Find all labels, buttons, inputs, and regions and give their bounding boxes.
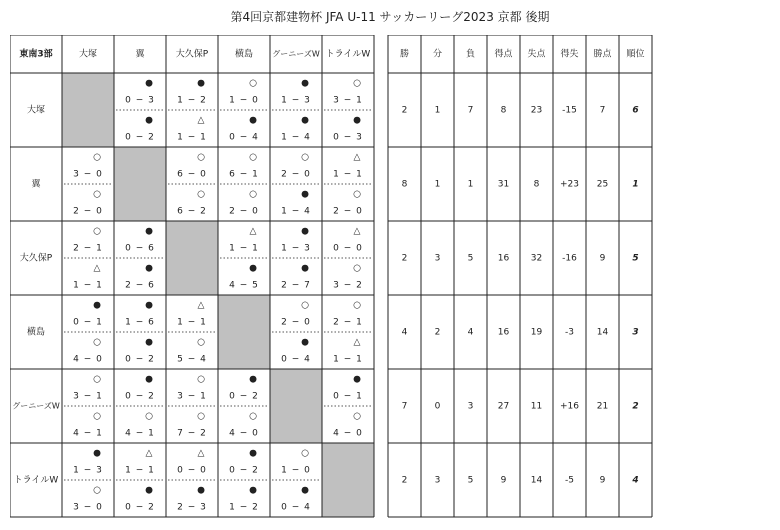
stat-column-header: 得点 [494,49,513,60]
self-match-cell [322,443,374,517]
result-score: 1 − 0 [229,95,259,106]
result-mark: ● [249,263,257,274]
stat-value: 9 [599,475,606,486]
result-score: 4 − 5 [229,280,259,291]
result-score: 6 − 0 [177,169,207,180]
result-score: 1 − 4 [281,132,311,143]
self-match-cell [166,221,218,295]
result-score: 1 − 1 [333,169,363,180]
row-team-label: トライルW [13,475,59,486]
stat-value: 3 [434,475,441,486]
stat-value: 2 [401,105,408,116]
result-score: 0 − 2 [229,465,259,476]
result-mark: △ [197,300,205,311]
result-score: 1 − 1 [177,132,207,143]
row-team-label: 翼 [31,179,41,190]
stat-column-header: 勝点 [593,49,612,60]
result-mark: ○ [249,189,257,200]
result-score: 2 − 0 [281,317,311,328]
result-score: 4 − 0 [333,428,363,439]
result-mark: ○ [197,337,205,348]
result-score: 0 − 2 [125,502,155,513]
result-mark: ○ [93,337,101,348]
result-score: 0 − 6 [125,243,155,254]
stat-value: 3 [467,401,474,412]
stat-value: 7 [401,401,408,412]
result-score: 4 − 1 [73,428,103,439]
result-mark: ● [145,263,153,274]
result-score: 6 − 1 [229,169,259,180]
corner-label: 東南3部 [19,49,53,60]
stat-column-header: 得失 [560,49,579,60]
stat-value: +16 [560,401,579,412]
result-score: 6 − 2 [177,206,207,217]
stat-value: 2 [401,475,408,486]
stat-value: 23 [530,105,543,116]
stat-value: 4 [401,327,408,338]
result-mark: ○ [353,263,361,274]
result-score: 1 − 3 [281,95,311,106]
result-mark: ● [301,485,309,496]
result-score: 0 − 4 [281,354,311,365]
result-mark: ○ [353,300,361,311]
result-mark: ○ [353,189,361,200]
result-score: 1 − 6 [125,317,155,328]
result-mark: ● [301,115,309,126]
result-score: 3 − 0 [73,502,103,513]
self-match-cell [218,295,270,369]
stat-value: 5 [467,253,474,264]
result-score: 0 − 4 [229,132,259,143]
stat-column-header: 順位 [626,49,645,60]
stat-value: 16 [497,327,510,338]
result-score: 3 − 1 [73,391,103,402]
row-team-label: 横島 [26,327,46,338]
result-score: 1 − 4 [281,206,311,217]
league-table [10,35,670,524]
stat-value: 9 [599,253,606,264]
result-score: 3 − 1 [177,391,207,402]
result-score: 1 − 1 [73,280,103,291]
stat-value: 3 [434,253,441,264]
result-score: 7 − 2 [177,428,207,439]
result-mark: ○ [93,226,101,237]
stat-value: 8 [533,179,540,190]
result-mark: ● [145,337,153,348]
result-mark: ● [301,337,309,348]
result-score: 2 − 0 [229,206,259,217]
result-mark: ○ [301,300,309,311]
result-mark: ○ [93,485,101,496]
column-team-header: トライルW [325,49,371,60]
result-mark: △ [197,448,205,459]
stat-value: 31 [497,179,510,190]
result-mark: ○ [197,189,205,200]
result-mark: △ [353,337,361,348]
league-table-svg [10,35,670,520]
result-mark: ● [301,189,309,200]
stat-column-header: 負 [465,49,476,60]
row-team-label: 大塚 [26,105,46,116]
result-mark: ○ [249,152,257,163]
result-mark: ● [249,374,257,385]
result-mark: ● [353,115,361,126]
result-score: 0 − 3 [333,132,363,143]
stat-value: 19 [530,327,543,338]
result-score: 2 − 1 [73,243,103,254]
result-score: 1 − 3 [73,465,103,476]
column-team-header: グーニーズW [272,49,320,59]
result-mark: ● [145,115,153,126]
result-score: 0 − 2 [125,354,155,365]
stat-column-header: 失点 [527,49,546,60]
stat-value: 21 [596,401,609,412]
result-score: 1 − 1 [229,243,259,254]
stat-value: -3 [565,327,574,338]
stat-column-header: 分 [432,49,443,60]
result-mark: ● [301,78,309,89]
result-mark: ○ [93,411,101,422]
stat-value: 32 [530,253,543,264]
result-mark: ○ [197,411,205,422]
result-mark: ○ [249,411,257,422]
result-mark: ○ [145,411,153,422]
result-mark: ● [353,374,361,385]
result-mark: △ [93,263,101,274]
result-score: 1 − 1 [177,317,207,328]
stat-value: 8 [500,105,507,116]
result-mark: ○ [353,411,361,422]
result-mark: △ [353,226,361,237]
result-mark: ○ [301,152,309,163]
stat-value: +23 [560,179,579,190]
result-mark: ● [93,448,101,459]
stat-value: 2 [401,253,408,264]
stat-value: 1 [467,179,474,190]
result-mark: ○ [249,78,257,89]
stat-value: 25 [596,179,609,190]
result-score: 1 − 2 [229,502,259,513]
result-mark: ○ [197,152,205,163]
result-score: 2 − 0 [73,206,103,217]
result-score: 2 − 0 [333,206,363,217]
result-score: 1 − 1 [333,354,363,365]
result-mark: △ [353,152,361,163]
result-mark: ● [145,300,153,311]
result-score: 3 − 1 [333,95,363,106]
stat-value: 1 [434,105,441,116]
self-match-cell [114,147,166,221]
stat-value: 7 [467,105,474,116]
rank-value: 4 [632,475,639,486]
column-team-header: 大久保P [175,49,209,60]
row-team-label: 大久保P [19,253,53,264]
column-team-header: 横島 [234,49,254,60]
stat-value: 14 [596,327,609,338]
result-mark: ○ [93,152,101,163]
result-mark: ● [249,448,257,459]
result-mark: ● [249,115,257,126]
stat-value: 8 [401,179,408,190]
stat-column-header: 勝 [399,49,410,60]
stat-value: 5 [467,475,474,486]
self-match-cell [62,73,114,147]
rank-value: 1 [632,179,639,190]
rank-value: 2 [632,401,639,412]
result-mark: ○ [93,189,101,200]
rank-value: 5 [632,253,639,264]
result-mark: ● [145,78,153,89]
stat-value: 9 [500,475,507,486]
result-score: 0 − 0 [177,465,207,476]
result-score: 0 − 4 [281,502,311,513]
result-score: 5 − 4 [177,354,207,365]
stat-value: 27 [497,401,510,412]
result-score: 0 − 1 [333,391,363,402]
result-score: 0 − 1 [73,317,103,328]
stat-value: -16 [562,253,577,264]
result-mark: ● [145,374,153,385]
result-score: 1 − 3 [281,243,311,254]
self-match-cell [270,369,322,443]
stat-value: 14 [530,475,543,486]
result-score: 1 − 1 [125,465,155,476]
row-team-label: グーニーズW [12,401,60,411]
result-score: 0 − 3 [125,95,155,106]
result-mark: ● [145,485,153,496]
result-mark: ● [301,263,309,274]
result-mark: ● [197,78,205,89]
result-score: 1 − 2 [177,95,207,106]
result-mark: △ [249,226,257,237]
stat-value: 0 [434,401,441,412]
rank-value: 6 [632,105,639,116]
stat-value: -15 [562,105,577,116]
result-mark: ○ [353,78,361,89]
result-score: 2 − 0 [281,169,311,180]
stat-value: 2 [434,327,441,338]
result-score: 2 − 6 [125,280,155,291]
result-score: 4 − 0 [73,354,103,365]
result-mark: ○ [93,374,101,385]
result-score: 4 − 1 [125,428,155,439]
result-score: 0 − 2 [125,132,155,143]
result-score: 0 − 2 [229,391,259,402]
result-mark: △ [145,448,153,459]
result-score: 0 − 2 [125,391,155,402]
rank-value: 3 [632,327,639,338]
result-mark: ● [93,300,101,311]
stat-value: 16 [497,253,510,264]
stat-value: 7 [599,105,606,116]
stat-value: 4 [467,327,474,338]
result-mark: ● [145,226,153,237]
result-mark: ○ [301,448,309,459]
stat-value: 11 [530,401,543,412]
result-mark: ○ [197,374,205,385]
column-team-header: 翼 [135,49,145,60]
result-score: 3 − 2 [333,280,363,291]
column-team-header: 大塚 [78,49,98,60]
result-score: 0 − 0 [333,243,363,254]
result-score: 1 − 0 [281,465,311,476]
stat-value: 1 [434,179,441,190]
result-score: 2 − 3 [177,502,207,513]
result-mark: ● [249,485,257,496]
result-mark: △ [197,115,205,126]
result-mark: ● [197,485,205,496]
result-mark: ● [301,226,309,237]
result-score: 4 − 0 [229,428,259,439]
result-score: 2 − 7 [281,280,311,291]
result-score: 3 − 0 [73,169,103,180]
page-title: 第4回京都建物杯 JFA U-11 サッカーリーグ2023 京都 後期 [230,10,550,24]
stat-value: -5 [565,475,574,486]
result-score: 2 − 1 [333,317,363,328]
